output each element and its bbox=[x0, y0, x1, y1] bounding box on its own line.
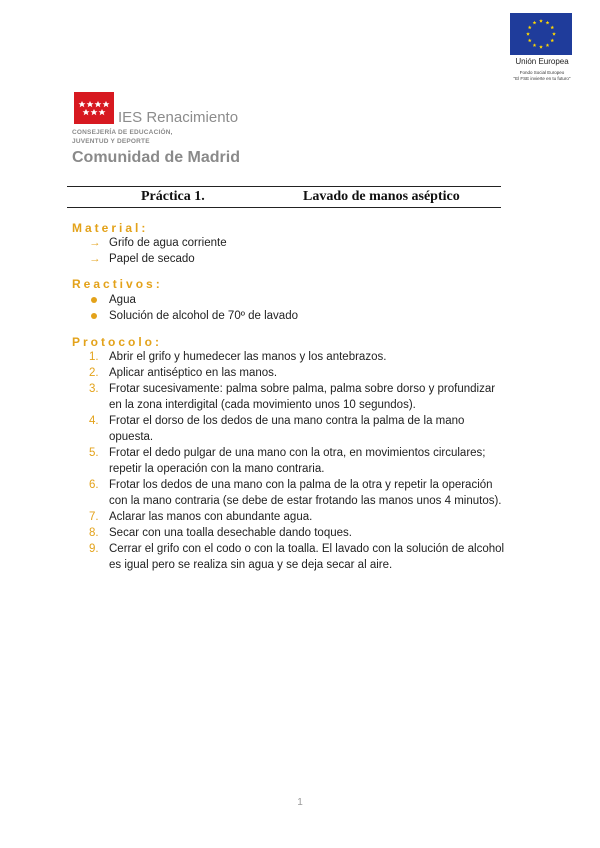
protocol-step bbox=[0, 365, 600, 381]
region-name: Comunidad de Madrid bbox=[72, 149, 240, 166]
protocol-step bbox=[0, 525, 600, 541]
step-text-line: Cerrar el grifo con el codo o con la toalla. El lavado con la solución de alcohol bbox=[109, 543, 505, 555]
eu-logo-title: Unión Europea bbox=[515, 57, 569, 66]
eu-star-icon bbox=[528, 26, 532, 30]
step-text-line: Aplicar antiséptico en las manos. bbox=[109, 367, 278, 379]
step-number: 3. bbox=[89, 383, 99, 395]
step-number: 5. bbox=[89, 447, 99, 459]
eu-star-icon bbox=[526, 32, 530, 36]
protocol-step bbox=[0, 381, 600, 413]
material-heading: Material: bbox=[72, 221, 149, 235]
protocol-step bbox=[0, 541, 600, 573]
step-text-line: Abrir el grifo y humedecer las manos y los antebrazos. bbox=[109, 351, 387, 363]
step-number: 9. bbox=[89, 543, 99, 555]
eu-star-icon bbox=[550, 26, 554, 30]
list-item: Agua bbox=[0, 292, 600, 308]
protocol-step bbox=[0, 445, 600, 477]
step-number: 7. bbox=[89, 511, 99, 523]
page-number: 1 bbox=[297, 797, 303, 808]
list-item: Solución de alcohol de 70º de lavado bbox=[0, 308, 600, 324]
protocol-step bbox=[0, 349, 600, 365]
protocolo-heading: Protocolo: bbox=[72, 335, 162, 349]
step-text-line: Frotar el dedo pulgar de una mano con la otra, en movimientos circulares; bbox=[109, 447, 486, 459]
protocolo-list bbox=[0, 349, 600, 573]
practice-number: Práctica 1. bbox=[141, 189, 205, 204]
school-name: IES Renacimiento bbox=[118, 109, 239, 126]
bullet-icon bbox=[91, 297, 97, 303]
title-bar bbox=[67, 186, 501, 208]
step-text-line: con la mano contraria (se debe de estar frotando las manos unos 4 minutos). bbox=[109, 495, 502, 507]
material-list bbox=[0, 235, 600, 267]
madrid-flag-icon bbox=[74, 92, 114, 124]
step-text-line: Aclarar las manos con abundante agua. bbox=[109, 511, 313, 523]
eu-logo-line2: "El FSE invierte en tu futuro" bbox=[513, 76, 571, 81]
step-text-line: repetir la operación con la mano contraria. bbox=[109, 463, 325, 475]
bullet-icon bbox=[91, 313, 97, 319]
step-text-line: Frotar el dorso de los dedos de una mano contra la palma de la mano bbox=[109, 415, 465, 427]
step-text-line: Frotar los dedos de una mano con la palma de la otra y repetir la operación bbox=[109, 479, 493, 491]
department-line2: JUVENTUD Y DEPORTE bbox=[72, 138, 150, 145]
eu-star-icon bbox=[539, 45, 543, 49]
step-number: 4. bbox=[89, 415, 99, 427]
eu-star-icon bbox=[528, 39, 532, 43]
arrow-icon: → bbox=[89, 237, 101, 249]
step-text-line: en la zona interdigital (cada movimiento unos 10 segundos). bbox=[109, 399, 416, 411]
list-item: → Papel de secado bbox=[89, 253, 195, 265]
step-text-line: opuesta. bbox=[109, 431, 154, 443]
step-number: 6. bbox=[89, 479, 99, 491]
eu-logo-line1: Fondo Social Europeo bbox=[519, 70, 565, 75]
eu-star-icon bbox=[552, 32, 556, 36]
step-text-line: Secar con una toalla desechable dando toques. bbox=[109, 527, 352, 539]
step-number: 1. bbox=[89, 351, 99, 363]
eu-star-icon bbox=[550, 39, 554, 43]
eu-star-icon bbox=[533, 43, 537, 47]
step-number: 8. bbox=[89, 527, 99, 539]
eu-star-icon bbox=[539, 19, 543, 23]
protocol-step bbox=[0, 477, 600, 509]
reactivos-heading: Reactivos: bbox=[72, 277, 163, 291]
protocol-step bbox=[0, 413, 600, 445]
eu-star-icon bbox=[546, 43, 550, 47]
eu-star-icon bbox=[546, 21, 550, 25]
department-line1: CONSEJERÍA DE EDUCACIÓN, bbox=[72, 129, 173, 136]
list-item: → Grifo de agua corriente bbox=[89, 237, 227, 249]
eu-flag-icon bbox=[510, 13, 572, 55]
eu-star-icon bbox=[533, 21, 537, 25]
reactivos-list bbox=[0, 292, 600, 324]
arrow-icon: → bbox=[89, 253, 101, 265]
eu-logo bbox=[496, 12, 588, 86]
step-number: 2. bbox=[89, 367, 99, 379]
protocol-step bbox=[0, 509, 600, 525]
step-text-line: es igual pero se realiza sin agua y se deja secar al aire. bbox=[109, 559, 393, 571]
step-text-line: Frotar sucesivamente: palma sobre palma, palma sobre dorso y profundizar bbox=[109, 383, 496, 395]
practice-title: Lavado de manos aséptico bbox=[303, 189, 460, 204]
